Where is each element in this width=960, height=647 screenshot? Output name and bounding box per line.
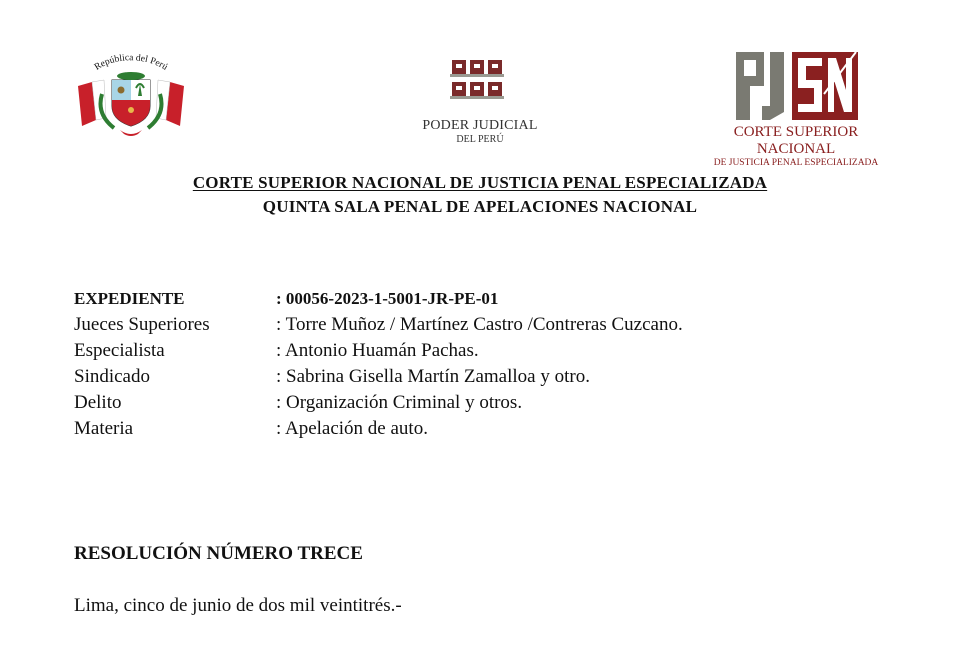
field-value: : Sabrina Gisella Martín Zamalloa y otro. [276,366,590,387]
field-row-sindicado [74,364,894,390]
field-row-especialista [74,338,894,364]
court-name-text: CORTE SUPERIOR NACIONAL DE JUSTICIA PENAL ESPECIALIZADA [192,173,768,192]
csn-name: CORTE SUPERIOR NACIONAL [733,124,859,157]
field-label: Sindicado [74,366,150,387]
field-value: : Organización Criminal y otros. [276,392,523,413]
field-value: : Torre Muñoz / Martínez Castro /Contreras Cuzcano. [276,314,683,335]
field-row-jueces [74,312,894,338]
field-value: : 00056-2023-1-5001-JR-PE-01 [276,289,499,308]
svg-text:República del Perú [93,53,169,73]
case-details [74,286,894,442]
field-value: : Antonio Huamán Pachas. [276,340,479,361]
csn-subtitle: DE JUSTICIA PENAL ESPECIALIZADA [713,158,879,168]
field-row-delito [74,390,894,416]
field-label: EXPEDIENTE [74,289,185,308]
field-label: Jueces Superiores [74,314,210,335]
field-value: : Apelación de auto. [276,418,428,439]
field-label: Especialista [74,340,165,361]
corte-superior-nacional-logo [706,50,886,168]
peru-coat-of-arms-logo [72,50,190,138]
poder-judicial-logo [418,56,542,154]
poder-judicial-name: PODER JUDICIAL [422,118,538,133]
field-label: Materia [74,418,134,439]
poder-judicial-country: DEL PERÚ [456,134,504,145]
court-name-heading [0,173,960,193]
field-row-expediente [74,286,894,312]
field-label: Delito [74,392,122,413]
chamber-name-heading: QUINTA SALA PENAL DE APELACIONES NACIONAL [262,197,698,216]
peru-seal-text: República del Perú [92,53,170,73]
date-line: Lima, cinco de junio de dos mil veintitrés.- [74,595,402,616]
resolution-heading: RESOLUCIÓN NÚMERO TRECE [74,543,363,564]
field-row-materia [74,416,894,442]
